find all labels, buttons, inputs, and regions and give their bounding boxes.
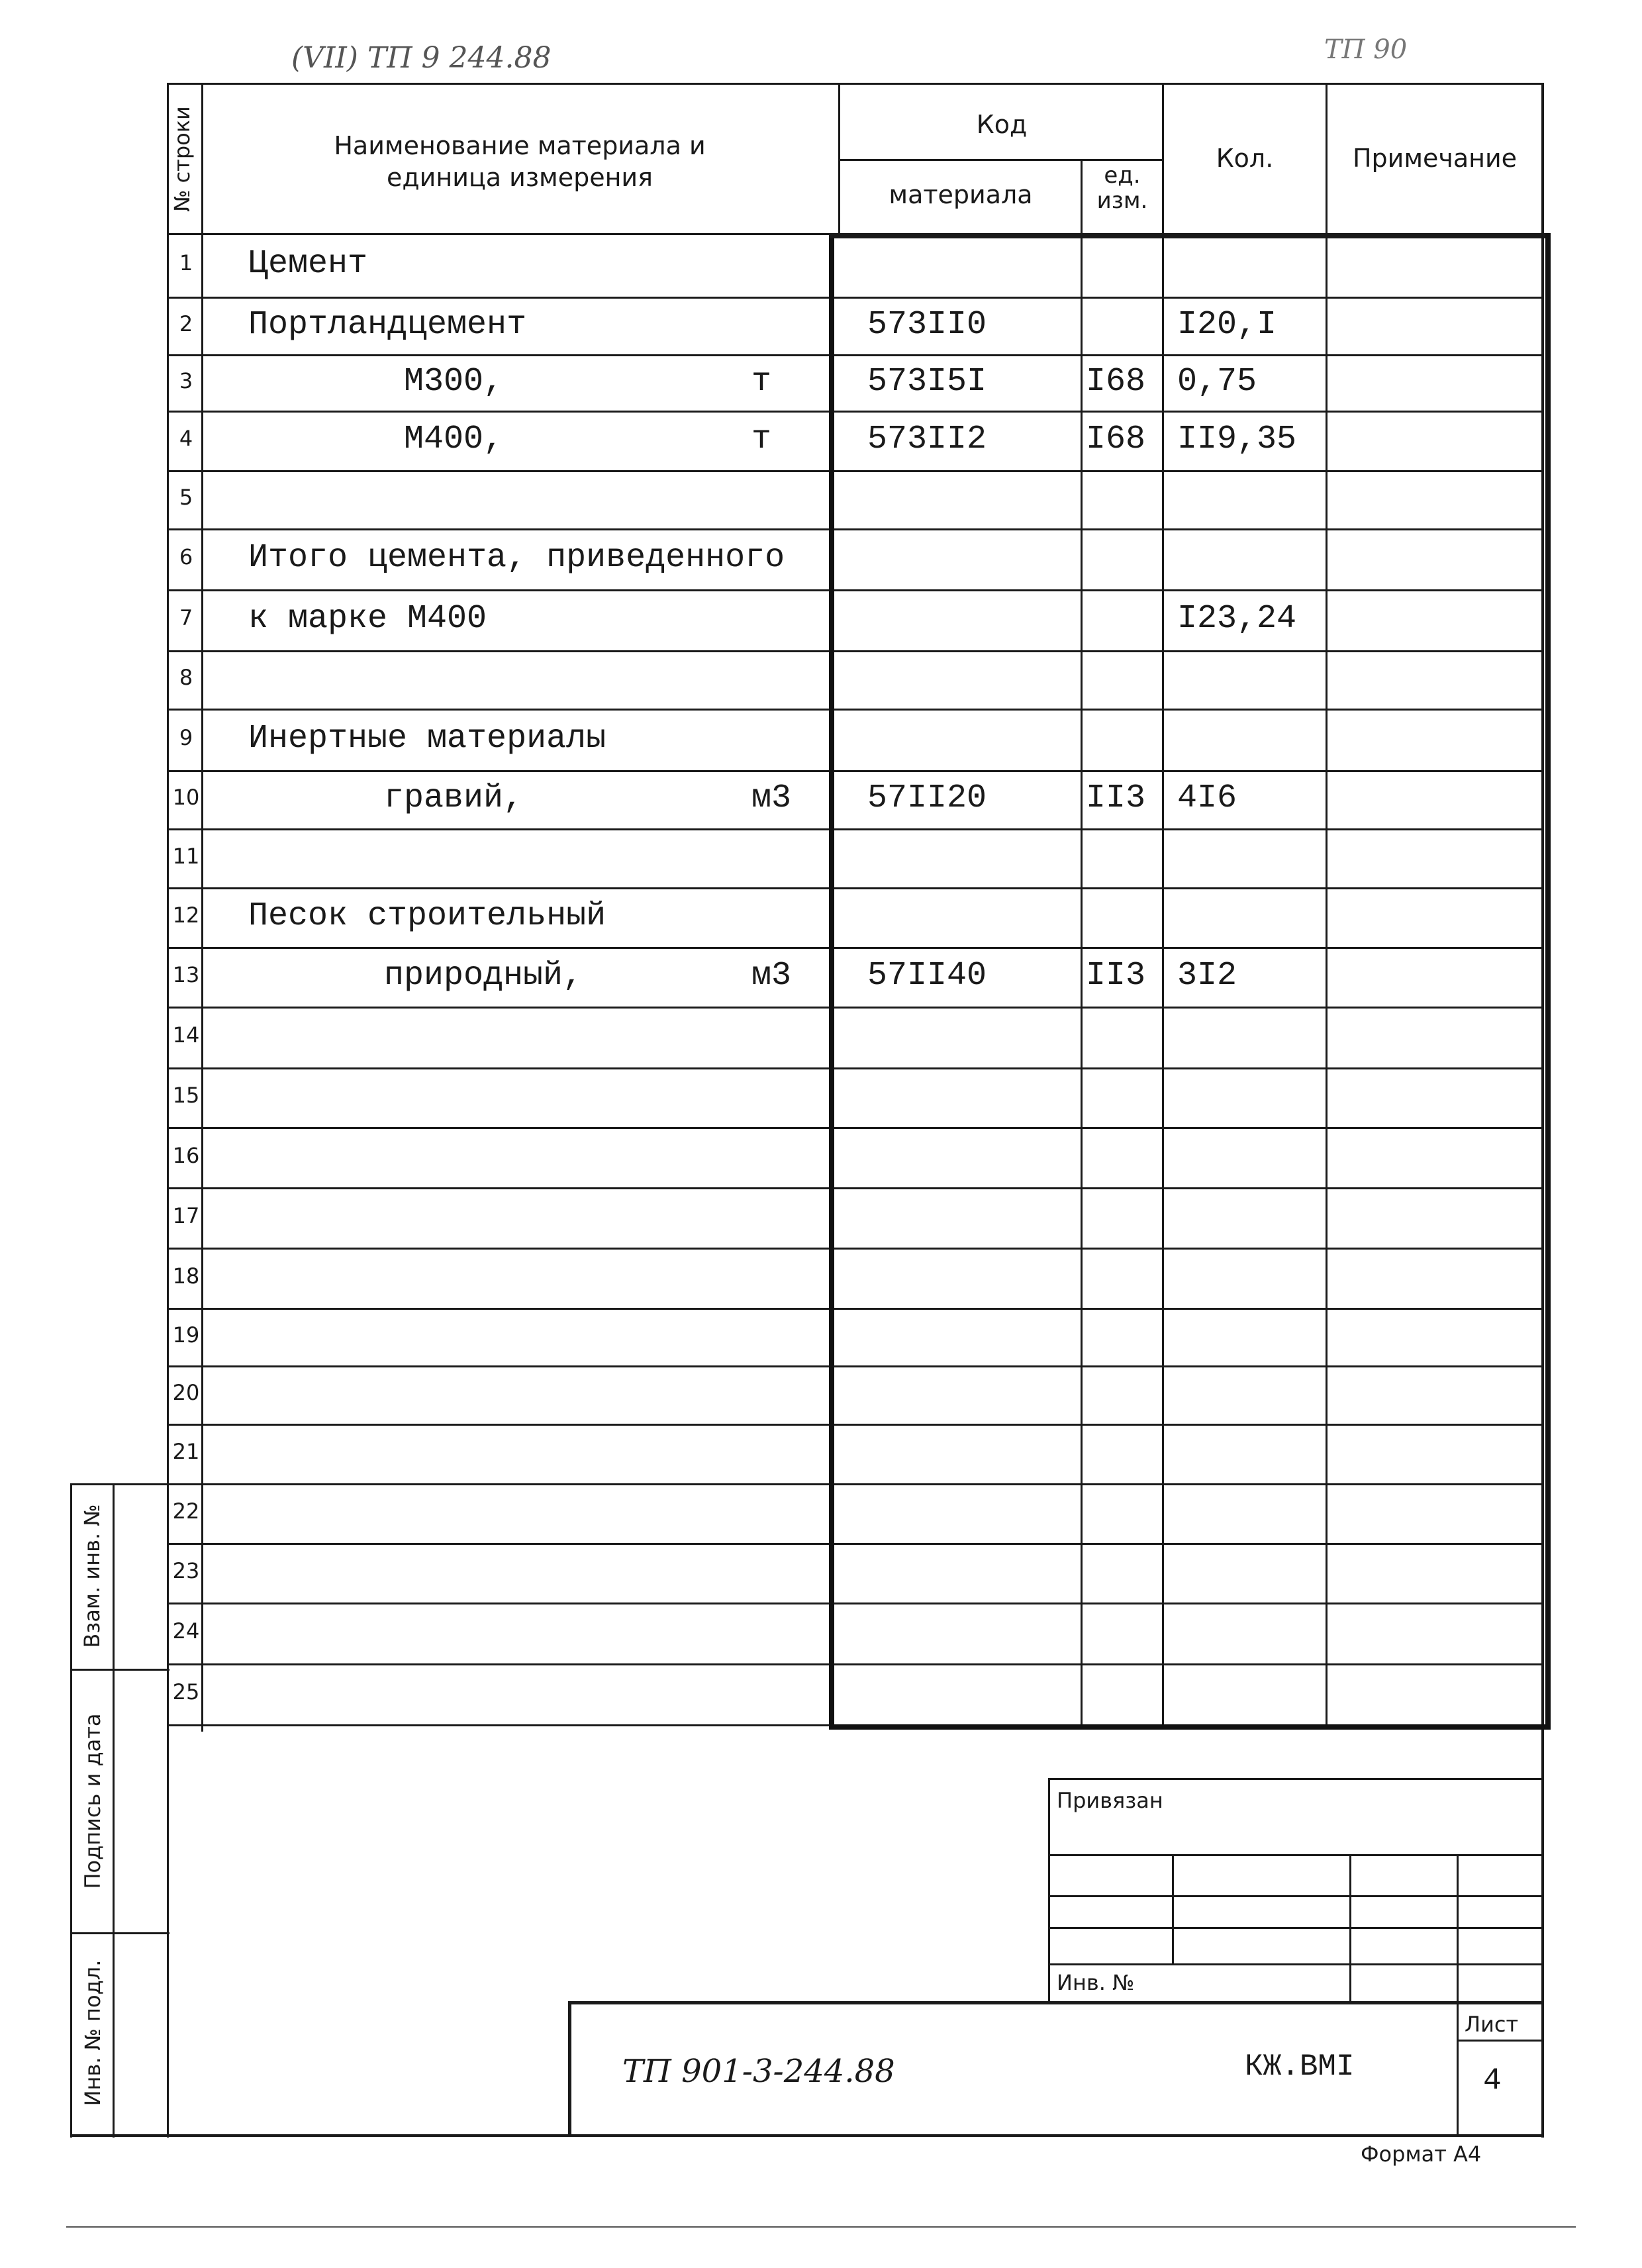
side-label-inv-podl: Инв. № подл.	[80, 1959, 105, 2106]
row-number: 24	[172, 1618, 200, 1644]
row-number: 25	[172, 1679, 200, 1704]
frame-top	[167, 83, 1544, 85]
row-name: Итого цемента, приведенного	[248, 539, 785, 577]
row-name: Портландцемент	[248, 305, 527, 344]
row-number: 11	[172, 843, 200, 869]
side-label-vzam: Взам. инв. №	[79, 1504, 105, 1648]
row-number: 6	[179, 544, 193, 569]
row-unit-label: м3	[751, 957, 792, 995]
row-name: Цемент	[248, 245, 368, 283]
row-qty: 4I6	[1177, 779, 1237, 817]
row-qty: 3I2	[1177, 957, 1237, 995]
row-number: 7	[179, 605, 193, 630]
inv-no-label: Инв. №	[1057, 1970, 1135, 1995]
row-name: гравий,	[384, 779, 524, 817]
row-qty: II9,35	[1177, 420, 1297, 458]
grid-col-line	[201, 233, 203, 1724]
header-row-number: № строки	[169, 106, 195, 212]
row-number: 2	[179, 311, 193, 336]
row-code: 57II40	[867, 957, 987, 995]
row-number: 8	[179, 665, 193, 690]
row-qty: 0,75	[1177, 362, 1257, 401]
format-label: Формат А4	[1361, 2142, 1482, 2167]
row-unit-code: II3	[1086, 957, 1146, 995]
row-number: 10	[172, 785, 200, 810]
row-qty: I23,24	[1177, 600, 1297, 638]
row-unit-label: т	[751, 420, 772, 458]
header-qty: Кол.	[1216, 144, 1274, 173]
row-number: 9	[179, 724, 193, 750]
row-number: 4	[179, 426, 193, 451]
row-unit-code: I68	[1086, 362, 1146, 401]
row-unit-code: II3	[1086, 779, 1146, 817]
row-number: 14	[172, 1022, 200, 1048]
row-name: М300,	[404, 362, 504, 401]
row-number: 18	[172, 1263, 200, 1289]
row-code: 573II2	[867, 420, 987, 458]
trim-line	[66, 2226, 1576, 2228]
row-name: природный,	[384, 957, 583, 995]
frame-left	[167, 83, 169, 2138]
row-code: 573II0	[867, 305, 987, 344]
sheet-number: 4	[1483, 2063, 1502, 2098]
row-name: М400,	[404, 420, 504, 458]
side-label-podpis: Подпись и дата	[80, 1713, 105, 1889]
top-stamp-left: (VII) ТП 9 244.88	[291, 41, 552, 75]
row-number: 19	[172, 1322, 200, 1348]
privyazan-label: Привязан	[1057, 1788, 1163, 1813]
row-number: 22	[172, 1499, 200, 1524]
row-code: 573I5I	[867, 362, 987, 401]
row-unit-code: I68	[1086, 420, 1146, 458]
frame-bottom	[72, 2134, 1544, 2137]
row-number: 20	[172, 1380, 200, 1405]
header-code-material: материала	[889, 180, 1033, 209]
mark: КЖ.ВМI	[1245, 2049, 1355, 2084]
row-number: 16	[172, 1142, 200, 1168]
row-number: 5	[179, 485, 193, 510]
row-number: 1	[179, 250, 193, 275]
row-name: Песок строительный	[248, 897, 606, 935]
row-number: 12	[172, 903, 200, 928]
row-name: Инертные материалы	[248, 719, 606, 758]
row-code: 57II20	[867, 779, 987, 817]
doc-code: ТП 901-3-244.88	[622, 2053, 895, 2090]
header-name: Наименование материала и единица измерения	[334, 131, 706, 192]
row-qty: I20,I	[1177, 305, 1277, 344]
row-number: 17	[172, 1203, 200, 1228]
top-stamp-right: ТП 90	[1324, 34, 1408, 65]
row-name: к марке М400	[248, 600, 487, 638]
header-code: Код	[976, 110, 1028, 139]
row-number: 23	[172, 1558, 200, 1583]
row-unit-label: м3	[751, 779, 792, 817]
heavy-box	[829, 233, 1551, 1730]
row-number: 13	[172, 962, 200, 987]
row-number: 3	[179, 368, 193, 393]
header-note: Примечание	[1352, 144, 1518, 173]
header-code-unit: ед. изм.	[1096, 162, 1148, 214]
row-unit-label: т	[751, 362, 772, 401]
row-number: 21	[172, 1439, 200, 1464]
sheet-label: Лист	[1465, 2012, 1519, 2037]
row-number: 15	[172, 1083, 200, 1108]
